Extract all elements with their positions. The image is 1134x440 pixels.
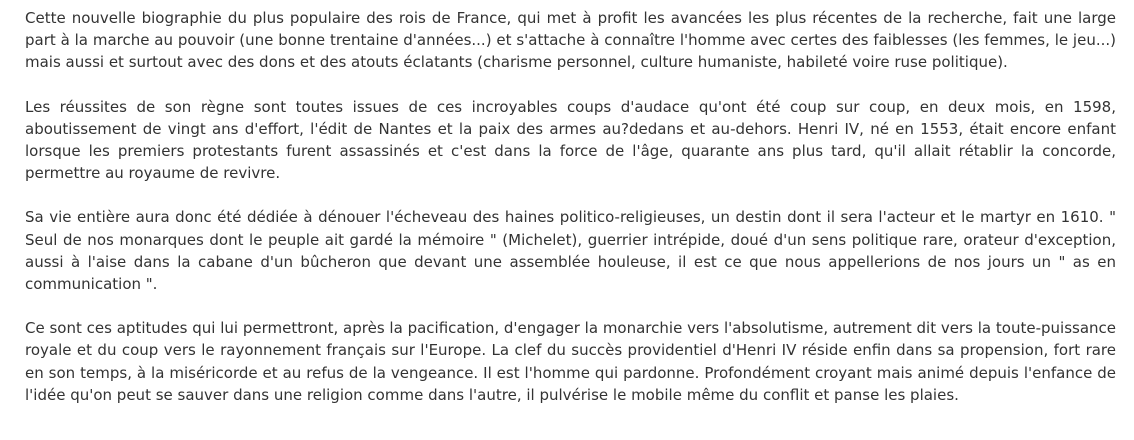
description-paragraph-2: Les réussites de son règne sont toutes issues de ces incroyables coups d'audace qu'ont été coup sur coup, en deux mois, en 1598, aboutissement de vingt ans d'effort, l'édit de Nantes et la paix des armes au?dedans et au-dehors. Henri IV, né en 1553, était encore enfant lorsque les premiers protestants furent assassinés et c'est dans la force de l'âge, quarante ans plus tard, qu'il allait rétablir la concorde, permettre au royaume de revivre. [25, 97, 1116, 183]
description-paragraph-3: Sa vie entière aura donc été dédiée à dénouer l'écheveau des haines politico-religieuses, un destin dont il sera l'acteur et le martyr en 1610. " Seul de nos monarques dont le peuple ait gardé la mémoire " (Michelet), guerrier intrépide, doué d'un sens politique rare, orateur d'exception, aussi à l'aise dans la cabane d'un bûcheron que devant une assemblée houleuse, il est ce que nous appellerions de nos jours un " as en communication ". [25, 208, 1116, 294]
description-paragraph-1: Cette nouvelle biographie du plus populaire des rois de France, qui met à profit les avancées les plus récentes de la recherche, fait une large part à la marche au pouvoir (une bonne trentaine d'années...) et s'attache à connaître l'homme avec certes des faiblesses (les femmes, le jeu...) mais aussi et surtout avec des dons et des atouts éclatants (charisme personnel, culture humaniste, habileté voire ruse politique). [25, 9, 1116, 72]
description-paragraph-4: Ce sont ces aptitudes qui lui permettront, après la pacification, d'engager la monarchie vers l'absolutisme, autrement dit vers la toute-puissance royale et du coup vers le rayonnement français sur l'Europe. La clef du succès providentiel d'Henri IV réside enfin dans sa propension, fort rare en son temps, à la miséricorde et au refus de la vengeance. Il est l'homme qui pardonne. Profondément croyant mais animé depuis l'enfance de l'idée qu'on peut se sauver dans une religion comme dans l'autre, il pulvérise le mobile même du conflit et panse les plaies. [25, 319, 1116, 404]
